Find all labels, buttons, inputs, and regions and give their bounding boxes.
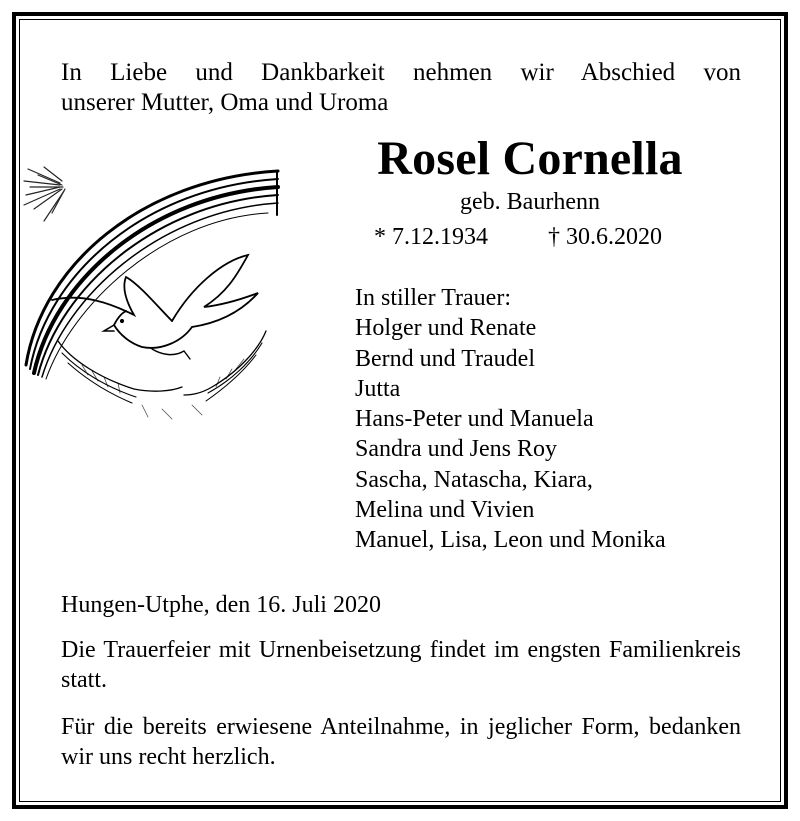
thanks-text: Für die bereits erwiesene Anteilnahme, in jeglicher Form, bedanken wir uns recht herzlich.: [61, 714, 741, 770]
mourner-line: Holger und Renate: [355, 315, 537, 342]
mourning-heading: In stiller Trauer:: [355, 285, 511, 311]
place-date: Hungen-Utphe, den 16. Juli 2020: [61, 592, 381, 618]
deceased-name: Rosel Cornella: [377, 132, 683, 185]
dove-rainbow-hands-icon: [22, 165, 284, 427]
birth-date: * 7.12.1934: [374, 224, 488, 250]
mourner-line: Bernd und Traudel: [355, 345, 535, 372]
mourners-list: [355, 283, 666, 556]
maiden-name: geb. Baurhenn: [460, 189, 600, 215]
mourner-line: Sandra und Jens Roy: [355, 436, 557, 463]
mourner-line: Jutta: [355, 375, 401, 402]
mourner-line: Melina und Vivien: [355, 497, 535, 524]
mourner-line: Sascha, Natascha, Kiara,: [355, 466, 593, 493]
intro-text: [61, 58, 741, 118]
mourner-line: Hans-Peter und Manuela: [355, 406, 594, 433]
intro-line-1: In Liebe und Dankbarkeit nehmen wir Abschied von: [61, 59, 741, 86]
death-date: † 30.6.2020: [548, 224, 662, 250]
mourner-line: Manuel, Lisa, Leon und Monika: [355, 527, 666, 554]
intro-line-2: unserer Mutter, Oma und Uroma: [61, 89, 389, 116]
funeral-info: Die Trauerfeier mit Urnenbeisetzung findet im engsten Familienkreis statt.: [61, 637, 741, 693]
